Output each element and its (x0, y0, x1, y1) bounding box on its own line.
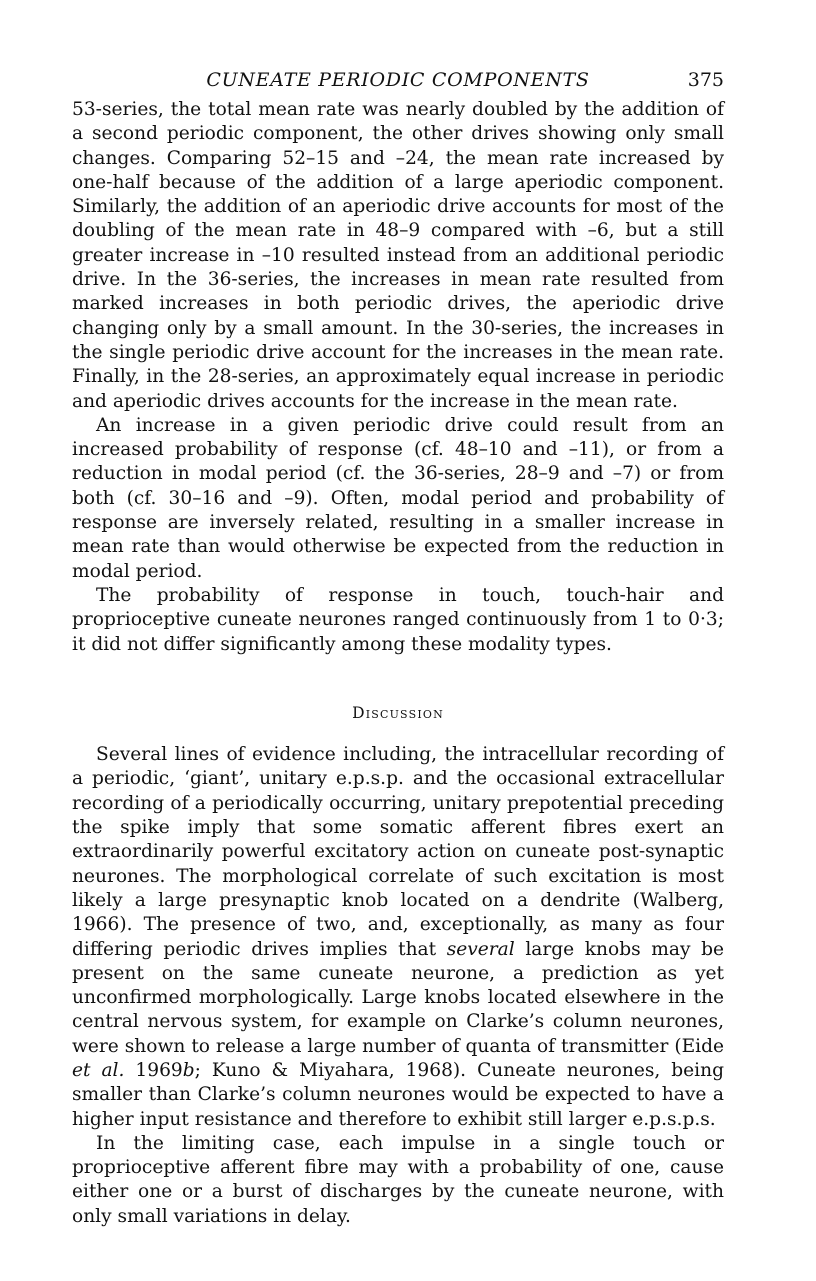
emphasis: et al. (72, 1059, 125, 1081)
text-run: 1969 (124, 1059, 183, 1081)
discussion-paragraph: In the limiting case, each impulse in a single touch or proprioceptive afferent fibre may with a probability of one, cause either one or a burst of discharges by the cuneate neurone, with only small variations in delay. (72, 1132, 724, 1227)
running-header (72, 68, 724, 94)
emphasis: b (182, 1059, 195, 1081)
text-run: ; Kuno & Miyahara, 1968). Cuneate neurones, being smaller than Clarke’s column neurones would be expected to have a higher input resistance and therefore to exhibit still larger e.p.s.p.s. (72, 1059, 724, 1130)
running-title: CUNEATE PERIODIC COMPONENTS (206, 69, 590, 91)
results-paragraph: The probability of response in touch, touch-hair and proprioceptive cuneate neurones ranged continuously from 1 to 0·3; it did not differ significantly among these modality types. (72, 584, 724, 655)
section-heading-discussion: Discussion (352, 703, 444, 722)
page-number: 375 (687, 69, 724, 91)
page (72, 68, 724, 1229)
emphasis: several (446, 938, 515, 960)
results-paragraph: An increase in a given periodic drive could result from an increased probability of response (cf. 48–10 and –11), or from a reduction in modal period (cf. the 36-series, 28–9 and –7) or from both (cf. 30–16 and –9). Often, modal period and probability of response are inversely related, resulting in a smaller increase in mean rate than would otherwise be expected from the reduction in modal period. (72, 414, 724, 582)
text-run: large knobs may be present on the same cuneate neurone, a prediction as yet unconfirmed morphologically. Large knobs located elsewhere in the central nervous system, for example on Clarke’s column neurones, were shown to release a large number of quanta of transmitter (Eide (72, 938, 724, 1057)
results-paragraph: 53-series, the total mean rate was nearly doubled by the addition of a second periodic component, the other drives showing only small changes. Comparing 52–15 and –24, the mean rate increased by one-half because of the addition of a large aperiodic component. Similarly, the addition of an aperiodic drive accounts for most of the doubling of the mean rate in 48–9 compared with –6, but a still greater increase in –10 resulted instead from an additional periodic drive. In the 36-series, the increases in mean rate resulted from marked increases in both periodic drives, the aperiodic drive changing only by a small amount. In the 30-series, the increases in the single periodic drive account for the increases in the mean rate. Finally, in the 28-series, an approximately equal increase in periodic and aperiodic drives accounts for the increase in the mean rate. (72, 99, 724, 412)
discussion-paragraph (72, 743, 724, 1132)
text-run: Several lines of evidence including, the intracellular recording of a periodic, ‘giant’, unitary e.p.s.p. and the occasional extracellular recording of a periodically occurring, unitary prepotential preceding the spike imply that some somatic afferent fibres exert an extraordinarily powerful excitatory action on cuneate post-synaptic neurones. The morphological correlate of such excitation is most likely a large presynaptic knob located on a dendrite (Walberg, 1966). The presence of two, and, exceptionally, as many as four differing periodic drives implies that (72, 744, 724, 960)
